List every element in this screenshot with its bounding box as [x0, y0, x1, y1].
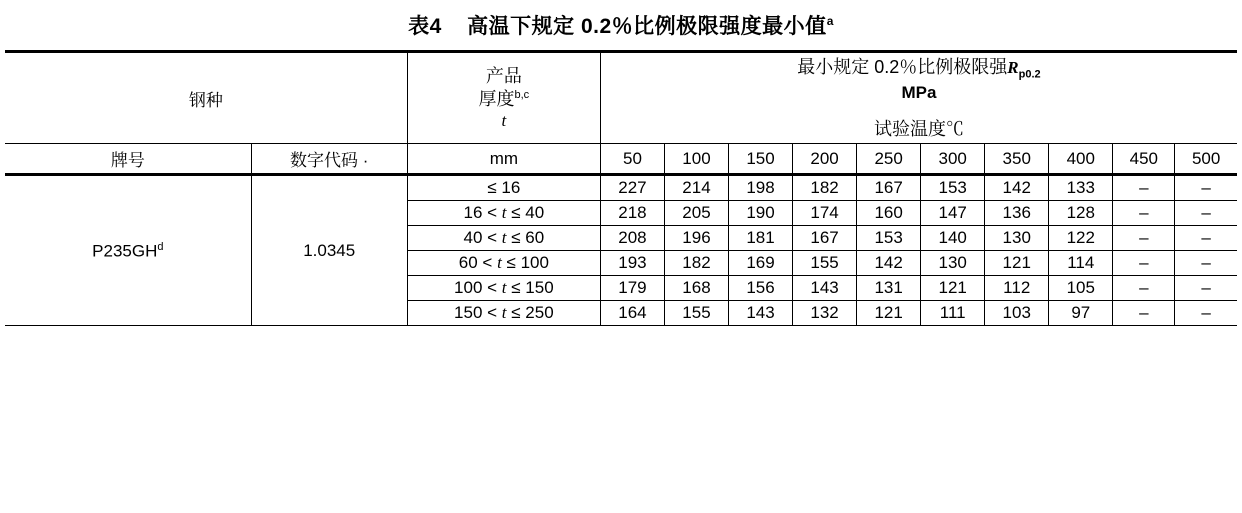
cell-value: –	[1113, 175, 1175, 201]
cell-value: 198	[729, 175, 793, 201]
cell-value: 160	[857, 201, 921, 226]
cell-value: 182	[793, 175, 857, 201]
cell-value: 190	[729, 201, 793, 226]
cell-thickness: 16 < t ≤ 40	[407, 201, 600, 226]
cell-value: –	[1175, 301, 1237, 326]
cell-value: 227	[600, 175, 664, 201]
cell-value: –	[1175, 175, 1237, 201]
header-temp-300: 300	[921, 144, 985, 175]
cell-value: 208	[600, 226, 664, 251]
cell-value: 196	[664, 226, 728, 251]
cell-value: 169	[729, 251, 793, 276]
header-rp-title-text: 最小规定 0.2％比例极限强	[797, 57, 1008, 77]
cell-value: 132	[793, 301, 857, 326]
header-grade-label: 牌号	[110, 151, 145, 171]
header-row-2	[5, 144, 1237, 175]
cell-value: 193	[600, 251, 664, 276]
cell-value: 121	[921, 276, 985, 301]
cell-value: –	[1175, 226, 1237, 251]
table-title-text: 高温下规定 0.2％比例极限强度最小值	[467, 15, 827, 38]
cell-value: 97	[1049, 301, 1113, 326]
cell-value: 105	[1049, 276, 1113, 301]
cell-value: 168	[664, 276, 728, 301]
header-thickness-footnotes: b,c	[514, 88, 530, 101]
cell-value: 218	[600, 201, 664, 226]
cell-value: 122	[1049, 226, 1113, 251]
cell-value: 155	[793, 251, 857, 276]
cell-value: 131	[857, 276, 921, 301]
cell-value: 142	[985, 175, 1049, 201]
table-title-footnote: a	[826, 14, 834, 28]
cell-value: 181	[729, 226, 793, 251]
header-rp-title	[603, 55, 1235, 82]
header-thickness-line2	[410, 88, 598, 111]
cell-value: 133	[1049, 175, 1113, 201]
cell-thickness: 40 < t ≤ 60	[407, 226, 600, 251]
cell-thickness: 150 < t ≤ 250	[407, 301, 600, 326]
header-thickness-line1: 产品	[485, 66, 522, 87]
cell-value: 103	[985, 301, 1049, 326]
cell-value: 130	[921, 251, 985, 276]
cell-value: 121	[985, 251, 1049, 276]
header-rp-subscript: p0.2	[1018, 68, 1041, 81]
cell-value: 167	[857, 175, 921, 201]
grade-name-footnote: d	[157, 240, 164, 253]
cell-value: 111	[921, 301, 985, 326]
header-temp-350: 350	[985, 144, 1049, 175]
cell-value: 156	[729, 276, 793, 301]
header-temp-150: 150	[729, 144, 793, 175]
cell-value: 114	[1049, 251, 1113, 276]
header-temp-100: 100	[664, 144, 728, 175]
cell-value: 143	[729, 301, 793, 326]
cell-value: 121	[857, 301, 921, 326]
header-grade	[5, 144, 251, 175]
header-temp-50: 50	[600, 144, 664, 175]
cell-thickness: ≤ 16	[407, 175, 600, 201]
table-row	[5, 175, 1237, 201]
grade-name-text: P235GH	[92, 241, 158, 261]
cell-value: 214	[664, 175, 728, 201]
cell-value: 179	[600, 276, 664, 301]
cell-value: 153	[857, 226, 921, 251]
cell-value: 130	[985, 226, 1049, 251]
cell-value: –	[1175, 276, 1237, 301]
cell-value: 153	[921, 175, 985, 201]
cell-value: 136	[985, 201, 1049, 226]
cell-value: 164	[600, 301, 664, 326]
header-product-thickness	[407, 52, 600, 144]
cell-value: 205	[664, 201, 728, 226]
cell-value: 112	[985, 276, 1049, 301]
cell-value: –	[1113, 276, 1175, 301]
cell-value: –	[1113, 226, 1175, 251]
table-number: 表4	[408, 15, 442, 38]
header-temp-250: 250	[857, 144, 921, 175]
cell-value: 143	[793, 276, 857, 301]
header-number-code	[251, 144, 407, 175]
header-temp-400: 400	[1049, 144, 1113, 175]
cell-value: –	[1113, 201, 1175, 226]
header-temp-450: 450	[1113, 144, 1175, 175]
cell-value: 147	[921, 201, 985, 226]
header-thickness-symbol: t	[501, 111, 507, 131]
cell-value: 140	[921, 226, 985, 251]
header-rp-symbol: R	[1007, 58, 1019, 77]
header-rp-unit: MPa	[901, 83, 937, 103]
cell-value: –	[1113, 251, 1175, 276]
header-steel-group-label: 钢种	[188, 90, 223, 110]
cell-value: 167	[793, 226, 857, 251]
cell-thickness: 100 < t ≤ 150	[407, 276, 600, 301]
header-number-code-mark: ·	[362, 151, 369, 171]
cell-value: 174	[793, 201, 857, 226]
header-thickness-unit-label: mm	[489, 148, 519, 168]
header-thickness-line2-text: 厚度	[478, 88, 515, 109]
cell-value: –	[1175, 251, 1237, 276]
header-number-code-label: 数字代码	[290, 151, 359, 171]
cell-grade-name	[5, 175, 251, 326]
strength-table	[5, 50, 1237, 326]
header-test-temperature: 试验温度℃	[873, 119, 964, 140]
cell-number-code: 1.0345	[251, 175, 407, 326]
cell-thickness: 60 < t ≤ 100	[407, 251, 600, 276]
header-steel-group	[5, 52, 407, 144]
header-temp-200: 200	[793, 144, 857, 175]
table-title	[0, 0, 1242, 50]
cell-value: 182	[664, 251, 728, 276]
cell-value: –	[1113, 301, 1175, 326]
header-rp-group	[600, 52, 1237, 144]
cell-value: 155	[664, 301, 728, 326]
cell-value: –	[1175, 201, 1237, 226]
header-thickness-unit	[407, 144, 600, 175]
cell-value: 142	[857, 251, 921, 276]
header-temp-500: 500	[1175, 144, 1237, 175]
cell-value: 128	[1049, 201, 1113, 226]
